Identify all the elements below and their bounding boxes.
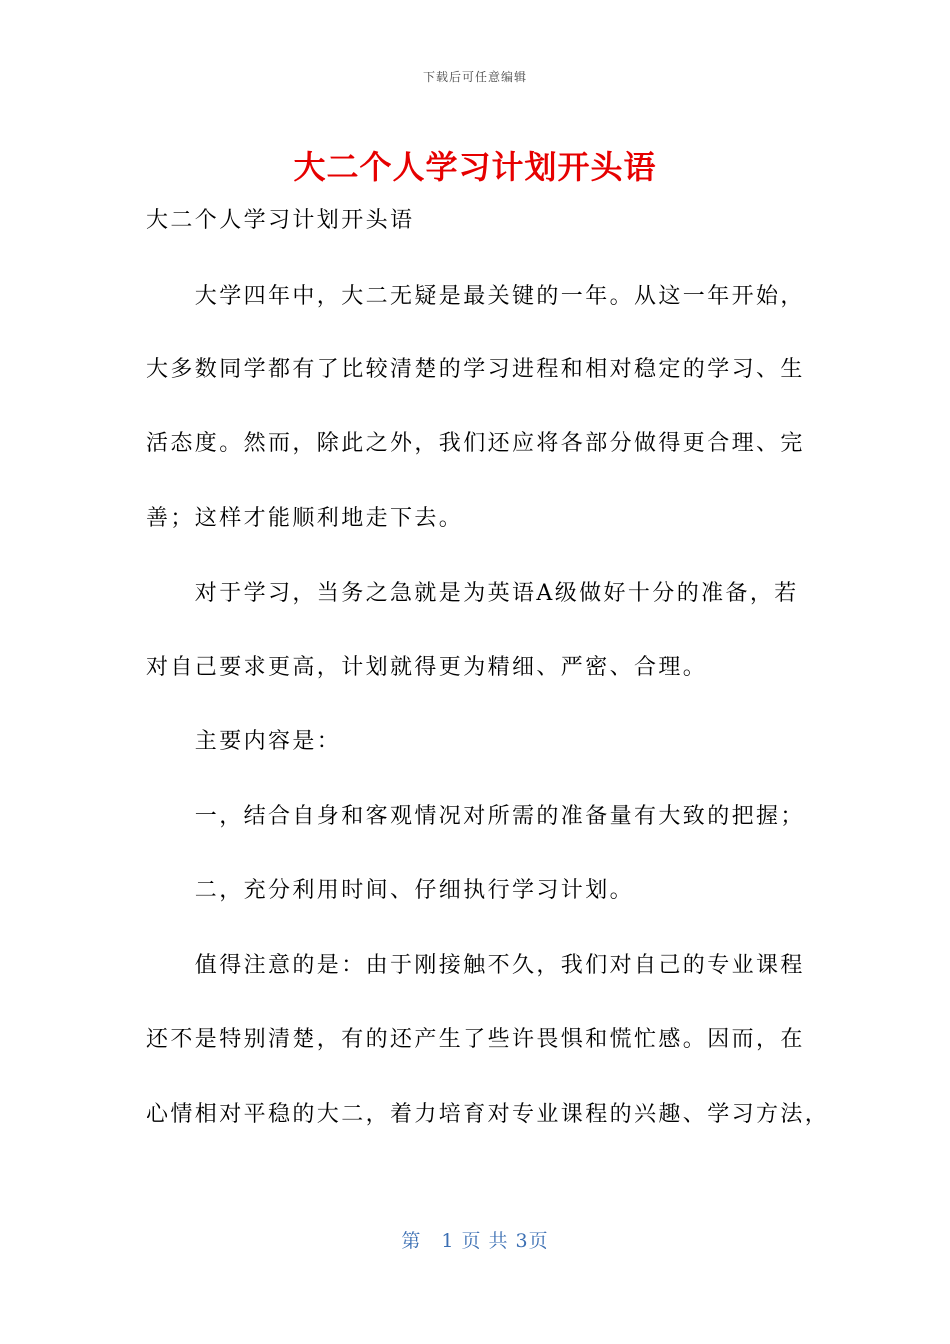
text-line: 一，结合自身和客观情况对所需的准备量有大致的把握； [146,804,805,829]
document-title: 大二个人学习计划开头语 [293,148,657,186]
text-line: 善；这样才能顺利地走下去。 [146,506,464,531]
text-line: 对于学习，当务之急就是为英语A级做好十分的准备，若 [146,581,799,606]
text-line: 大二个人学习计划开头语 [146,208,415,233]
text-line: 对自己要求更高，计划就得更为精细、严密、合理。 [146,655,708,680]
text-line: 心情相对平稳的大二，着力培育对专业课程的兴趣、学习方法， [146,1102,830,1127]
text-line: 还不是特别清楚，有的还产生了些许畏惧和慌忙感。因而，在 [146,1027,805,1052]
text-line: 主要内容是： [146,729,342,754]
text-line: 二，充分利用时间、仔细执行学习计划。 [146,878,635,903]
text-line: 值得注意的是：由于刚接触不久，我们对自己的专业课程 [146,953,805,978]
header-note: 下载后可任意编辑 [422,70,527,84]
text-line: 活态度。然而，除此之外，我们还应将各部分做得更合理、完 [146,431,805,456]
text-line: 大学四年中，大二无疑是最关键的一年。从这一年开始， [146,284,805,309]
text-line: 大多数同学都有了比较清楚的学习进程和相对稳定的学习、生 [146,357,805,382]
page-number: 第 1 页 共 3页 [401,1230,549,1252]
